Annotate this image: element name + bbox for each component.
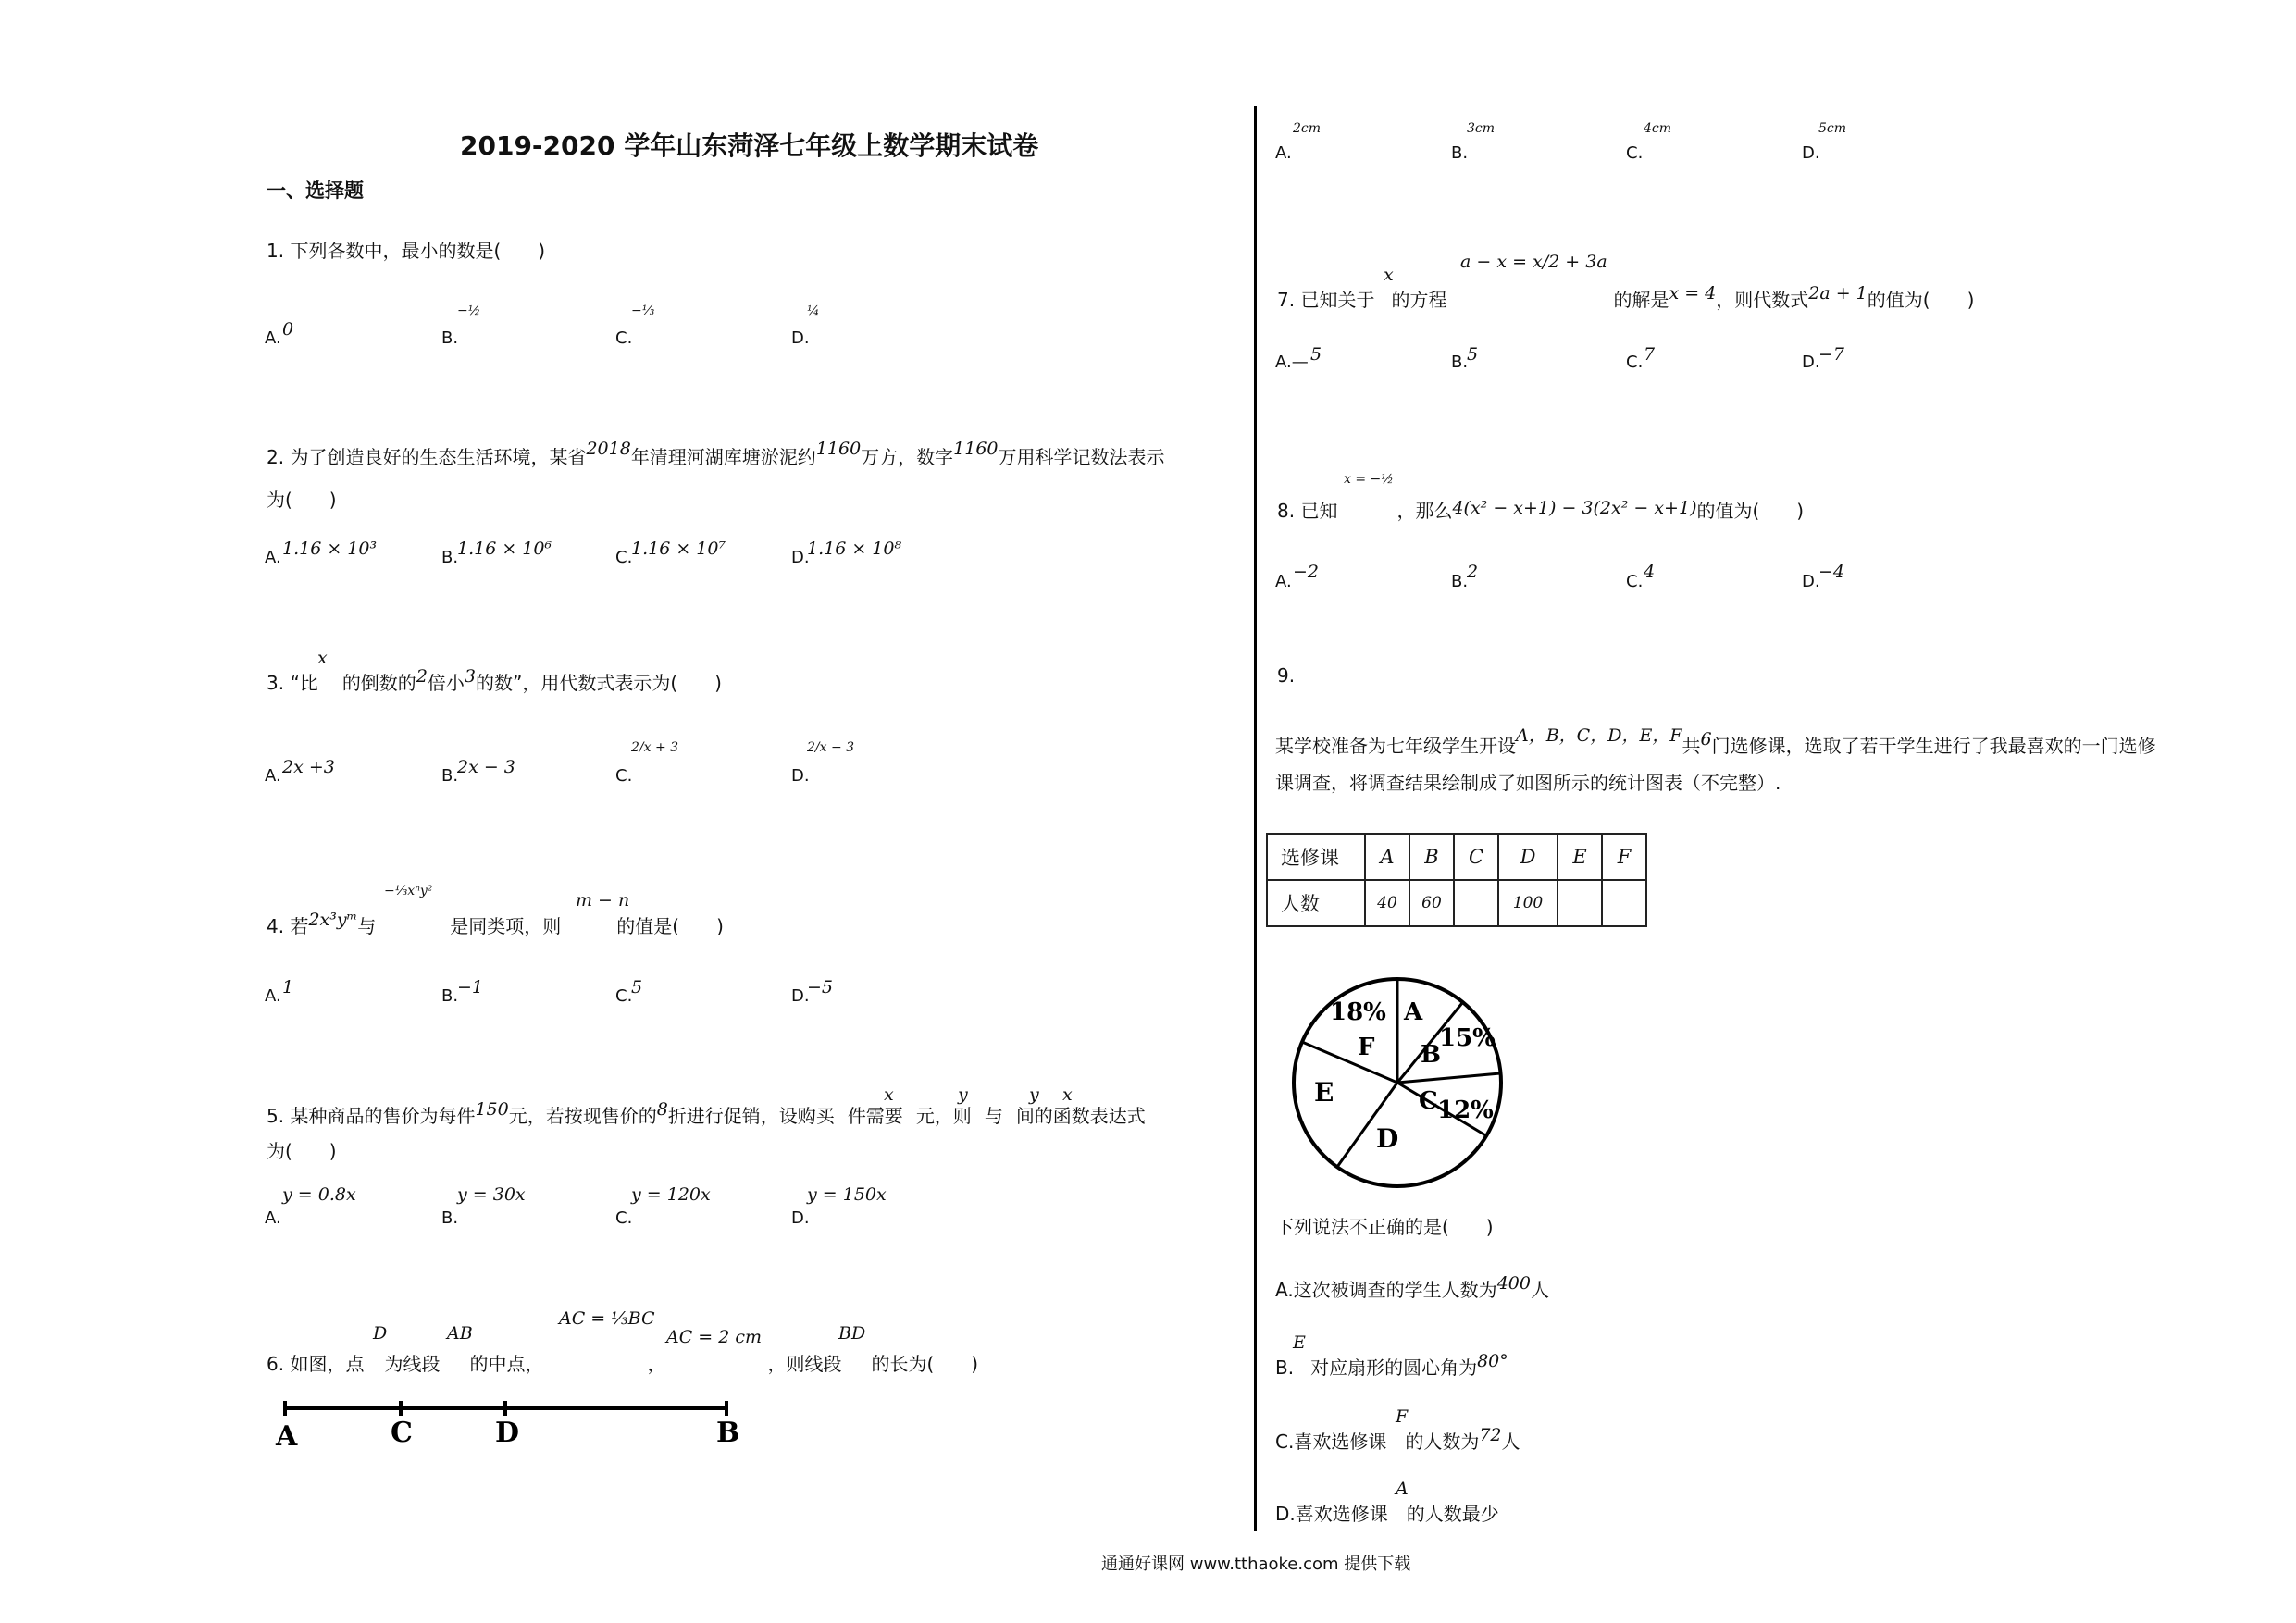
- table-cell: 人数: [1267, 880, 1365, 926]
- question-2: 2. 为了创造良好的生态生活环境，某省2018年清理河湖库塘淤泥约1160万方，数字1160万用科学记数法表示: [267, 439, 1165, 468]
- q3-option-d: 2/x − 3: [807, 740, 855, 755]
- q4-option-d: −5: [807, 977, 834, 997]
- question-1: 1. 下列各数中，最小的数是( ): [267, 240, 546, 262]
- q4-m-minus-n: m − n: [576, 890, 630, 911]
- q9-option-c: C.喜欢选修课 的人数为72人: [1275, 1425, 1520, 1453]
- q7-option-d-label: D.: [1802, 353, 1820, 372]
- q2-option-b: 1.16 × 10⁶: [457, 539, 552, 559]
- q9-option-c-f: F: [1396, 1406, 1409, 1427]
- label-a: A: [276, 1420, 298, 1453]
- question-5-line2: 为( ): [267, 1140, 337, 1162]
- q3-option-d-label: D.: [791, 766, 810, 786]
- question-7: 7. 已知关于 的方程 的解是x = 4，则代数式2a + 1的值为( ): [1277, 283, 1975, 311]
- table-cell: B: [1409, 834, 1454, 880]
- q7-option-a-label: A.—: [1275, 353, 1309, 372]
- q6-option-a-label: A.: [1275, 143, 1292, 163]
- q2-option-a: 1.16 × 10³: [282, 539, 378, 559]
- q1-option-c: −⅓: [631, 304, 655, 318]
- q1-option-b: −½: [457, 304, 481, 318]
- label-c: C: [391, 1417, 413, 1449]
- q6-option-c-label: C.: [1626, 143, 1644, 163]
- q5-option-d: y = 150x: [807, 1184, 887, 1205]
- table-row: [1267, 880, 1646, 926]
- q3-option-a: 2x +3: [282, 757, 335, 777]
- pie-label-f: F: [1358, 1034, 1375, 1061]
- page-footer: 通通好课网 www.tthaoke.com 提供下载: [1101, 1555, 1411, 1574]
- q8-option-a: −2: [1293, 562, 1320, 582]
- q2-option-d: 1.16 × 10⁸: [807, 539, 902, 559]
- q9-option-d-a: A: [1396, 1479, 1409, 1499]
- segment-diagram: [268, 1388, 759, 1462]
- q6-option-b-label: B.: [1451, 143, 1469, 163]
- q5-option-c: y = 120x: [631, 1184, 711, 1205]
- q6-point-d: D: [373, 1323, 388, 1344]
- question-9-ask: 下列说法不正确的是( ): [1275, 1216, 1494, 1238]
- q4-option-b: −1: [457, 977, 484, 997]
- q3-option-b-label: B.: [441, 766, 459, 786]
- q2-option-c-label: C.: [615, 548, 633, 567]
- q6-option-a: 2cm: [1293, 121, 1322, 136]
- q5-option-d-label: D.: [791, 1208, 810, 1228]
- q8-option-b: 2: [1467, 562, 1479, 582]
- q5-option-a-label: A.: [265, 1208, 281, 1228]
- course-table: [1266, 833, 1647, 927]
- column-divider: [1254, 106, 1257, 1531]
- table-row: [1267, 834, 1646, 880]
- q5-option-c-label: C.: [615, 1208, 633, 1228]
- q1-option-d-label: D.: [791, 328, 810, 348]
- q9-option-b-e: E: [1293, 1332, 1306, 1353]
- pie-label-d: D: [1376, 1123, 1399, 1154]
- q5-option-b: y = 30x: [457, 1184, 526, 1205]
- question-8: 8. 已知 ，那么4(x² − x+1) − 3(2x² − x+1)的值为( ): [1277, 498, 1805, 522]
- q1-option-a-label: A.: [265, 328, 281, 348]
- pie-label-e: E: [1314, 1077, 1334, 1108]
- q3-option-b: 2x − 3: [457, 757, 515, 777]
- pie-label-c: C: [1419, 1087, 1438, 1115]
- q5-option-a: y = 0.8x: [282, 1184, 356, 1205]
- q7-option-b-label: B.: [1451, 353, 1469, 372]
- section-heading: 一、选择题: [267, 180, 364, 202]
- q8-option-b-label: B.: [1451, 572, 1469, 591]
- q8-option-a-label: A.: [1275, 572, 1292, 591]
- q4-option-b-label: B.: [441, 986, 459, 1006]
- q6-option-d: 5cm: [1818, 121, 1847, 136]
- question-5: 5. 某种商品的售价为每件150元，若按现售价的8折进行促销，设购买 件需要 元，则 与 间的函数表达式: [267, 1099, 1146, 1127]
- q8-option-c-label: C.: [1626, 572, 1644, 591]
- q1-option-b-label: B.: [441, 328, 459, 348]
- q1-option-a: 0: [282, 319, 294, 340]
- q3-option-c: 2/x + 3: [631, 740, 679, 755]
- q7-option-a: 5: [1310, 344, 1322, 365]
- pie-label-b-pct: 15%: [1439, 1024, 1496, 1052]
- q7-option-c: 7: [1644, 344, 1656, 365]
- table-cell: 选修课: [1267, 834, 1365, 880]
- q4-option-c-label: C.: [615, 986, 633, 1006]
- q7-option-c-label: C.: [1626, 353, 1644, 372]
- q2-option-c: 1.16 × 10⁷: [631, 539, 726, 559]
- question-3: 3. “比 的倒数的2倍小3的数”，用代数式表示为( ): [267, 666, 722, 694]
- q9-option-b: B. 对应扇形的圆心角为80°: [1275, 1351, 1508, 1379]
- pie-label-b: B: [1421, 1041, 1441, 1069]
- table-cell: 100: [1498, 880, 1558, 926]
- question-2-line2: 为( ): [267, 489, 337, 511]
- q8-option-d-label: D.: [1802, 572, 1820, 591]
- q4-option-a-label: A.: [265, 986, 281, 1006]
- pie-label-a: A: [1404, 998, 1423, 1026]
- q4-option-d-label: D.: [791, 986, 810, 1006]
- q6-condition-1: AC = ⅓BC: [559, 1308, 655, 1329]
- q6-condition-2: AC = 2 cm: [666, 1327, 763, 1347]
- q6-segment-ab: AB: [447, 1323, 473, 1344]
- q8-option-c: 4: [1644, 562, 1656, 582]
- table-cell: [1602, 880, 1646, 926]
- table-cell: [1558, 880, 1602, 926]
- q3-x: x: [317, 648, 328, 668]
- q6-option-b: 3cm: [1467, 121, 1496, 136]
- q1-option-c-label: C.: [615, 328, 633, 348]
- table-cell: C: [1454, 834, 1498, 880]
- table-cell: D: [1498, 834, 1558, 880]
- q5-y2: y: [1029, 1084, 1039, 1105]
- q5-x: x: [884, 1084, 894, 1105]
- table-cell: F: [1602, 834, 1646, 880]
- table-cell: A: [1365, 834, 1409, 880]
- q7-x: x: [1384, 265, 1394, 285]
- pie-chart: [1282, 972, 1522, 1194]
- q6-option-c: 4cm: [1644, 121, 1672, 136]
- q7-equation: a − x = x/2 + 3a: [1460, 252, 1607, 272]
- q9-option-a: A.这次被调查的学生人数为400人: [1275, 1273, 1549, 1301]
- question-9: 某学校准备为七年级学生开设A，B，C，D，E，F共6门选修课，选取了若干学生进行了我最喜欢的一门选修: [1275, 725, 2156, 757]
- pie-label-c-pct: 12%: [1437, 1096, 1494, 1124]
- q2-option-b-label: B.: [441, 548, 459, 567]
- q3-option-c-label: C.: [615, 766, 633, 786]
- q6-option-d-label: D.: [1802, 143, 1820, 163]
- table-cell: E: [1558, 834, 1602, 880]
- table-cell: 40: [1365, 880, 1409, 926]
- q7-option-d: −7: [1818, 344, 1845, 365]
- q9-option-d: D.喜欢选修课 的人数最少: [1275, 1503, 1499, 1525]
- page-title: 2019-2020 学年山东菏泽七年级上数学期末试卷: [460, 130, 1039, 161]
- q8-condition: x = −½: [1344, 472, 1394, 487]
- question-9-line2: 课调查，将调查结果绘制成了如图所示的统计图表（不完整）.: [1275, 772, 1781, 794]
- q4-option-a: 1: [282, 977, 294, 997]
- question-9-number: 9.: [1277, 664, 1296, 687]
- q4-term2: −⅓xⁿy²: [384, 884, 433, 898]
- q2-option-d-label: D.: [791, 548, 810, 567]
- q5-x2: x: [1062, 1084, 1073, 1105]
- q7-option-b: 5: [1467, 344, 1479, 365]
- q1-option-d: ¼: [807, 304, 820, 318]
- q8-option-d: −4: [1818, 562, 1845, 582]
- question-4: 4. 若2x³yᵐ与 是同类项，则 的值是( ): [267, 910, 724, 937]
- question-6: 6. 如图，点 为线段 的中点， ， ，则线段 的长为( ): [267, 1353, 979, 1375]
- q5-y: y: [958, 1084, 968, 1105]
- q2-option-a-label: A.: [265, 548, 281, 567]
- table-cell: [1454, 880, 1498, 926]
- pie-label-f-pct: 18%: [1330, 998, 1386, 1026]
- q5-option-b-label: B.: [441, 1208, 459, 1228]
- q4-option-c: 5: [631, 977, 643, 997]
- q6-segment-bd: BD: [838, 1323, 866, 1344]
- table-cell: 60: [1409, 880, 1454, 926]
- label-b: B: [716, 1417, 740, 1449]
- label-d: D: [495, 1417, 520, 1449]
- q3-option-a-label: A.: [265, 766, 281, 786]
